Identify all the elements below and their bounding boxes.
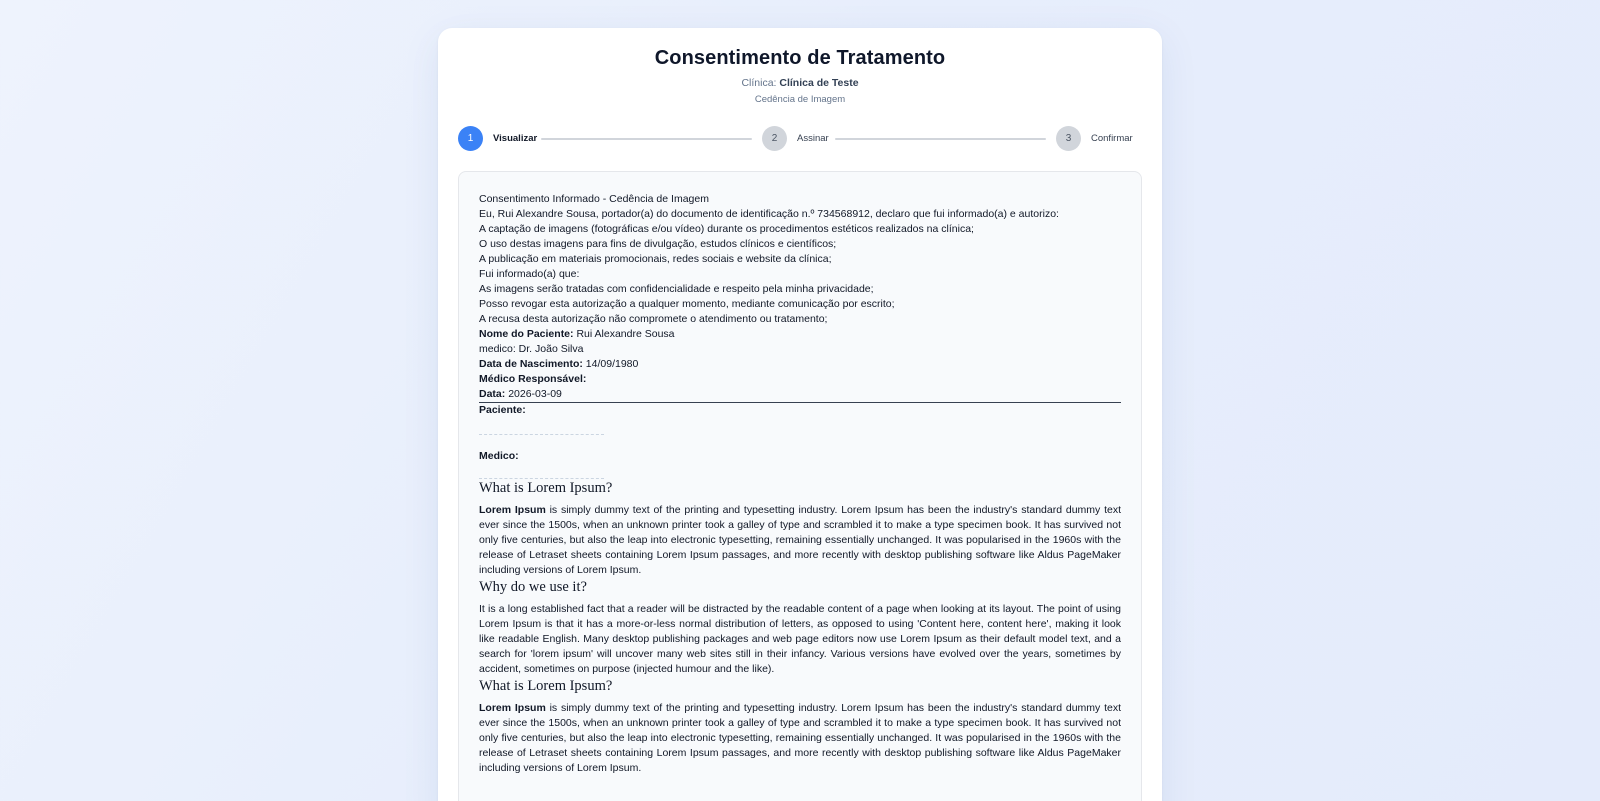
date-row bbox=[479, 387, 1121, 403]
section-bold-lead: Lorem Ipsum bbox=[479, 702, 546, 714]
section-paragraph bbox=[479, 701, 1121, 776]
patient-name-label: Nome do Paciente: bbox=[479, 328, 574, 340]
doc-line: Posso revogar esta autorização a qualquer momento, mediante comunicação por escrito; bbox=[479, 298, 895, 310]
step-1-indicator: 1 bbox=[458, 126, 483, 151]
step-1-label: Visualizar bbox=[493, 133, 538, 144]
clinic-name: Clínica de Teste bbox=[779, 77, 859, 89]
section-text: is simply dummy text of the printing and typesetting industry. Lorem Ipsum has been the industry's standard dummy text ever since the 1500s, when an unknown printer took a galley of type and scrambled it to make a type specimen book. It has survived not only five centuries, but also the leap into electronic typesetting, remaining essentially unchanged. It was popularised in the 1960s with the release of Letraset sheets containing Lorem Ipsum passages, and more recently with desktop publishing software like Aldus PageMaker including versions of Lorem Ipsum. bbox=[479, 702, 1121, 774]
consent-document-panel[interactable] bbox=[458, 171, 1142, 801]
patient-signature-line bbox=[479, 434, 604, 435]
clinic-label: Clínica: bbox=[741, 77, 777, 89]
birth-date-label: Data de Nascimento: bbox=[479, 358, 583, 370]
responsible-doctor-row bbox=[479, 372, 1121, 387]
date-value: 2026-03-09 bbox=[508, 388, 562, 400]
page-title: Consentimento de Tratamento bbox=[654, 47, 946, 69]
step-2-label: Assinar bbox=[797, 133, 829, 144]
step-connector-1 bbox=[541, 138, 752, 140]
doc-line: A publicação em materiais promocionais, redes sociais e website da clínica; bbox=[479, 253, 832, 265]
date-label: Data: bbox=[479, 388, 506, 400]
doc-line: A captação de imagens (fotográficas e/ou vídeo) durante os procedimentos estéticos realizados na clínica; bbox=[479, 223, 974, 235]
section-text: It is a long established fact that a reader will be distracted by the readable content of a page when looking at its layout. The point of using Lorem Ipsum is that it has a more-or-less normal distribution of letters, as opposed to using 'Content here, content here', making it look like readable English. Many desktop publishing packages and web page editors now use Lorem Ipsum as their default model text, and a search for 'lorem ipsum' will uncover many web sites still in their infancy. Various versions have evolved over the years, sometimes by accident, sometimes on purpose (injected humour and the like). bbox=[479, 603, 1121, 675]
doc-line: A recusa desta autorização não compromete o atendimento ou tratamento; bbox=[479, 313, 828, 325]
doc-line: Consentimento Informado - Cedência de Imagem bbox=[479, 193, 709, 205]
doc-line: Fui informado(a) que: bbox=[479, 268, 580, 280]
section-paragraph bbox=[479, 503, 1121, 578]
section-bold-lead: Lorem Ipsum bbox=[479, 504, 546, 516]
section-heading: What is Lorem Ipsum? bbox=[479, 480, 613, 496]
consent-document-body bbox=[479, 192, 1121, 776]
step-3-indicator: 3 bbox=[1056, 126, 1081, 151]
section-paragraph bbox=[479, 602, 1121, 677]
doc-line: O uso destas imagens para fins de divulgação, estudos clínicos e científicos; bbox=[479, 238, 837, 250]
birth-date-value: 14/09/1980 bbox=[585, 358, 639, 370]
medico-signature-label: Medico: bbox=[479, 450, 519, 462]
medico-signature-line bbox=[479, 478, 604, 479]
consent-type-subtitle: Cedência de Imagem bbox=[754, 94, 846, 105]
birth-date-row bbox=[479, 357, 1121, 372]
patient-signature-label: Paciente: bbox=[479, 404, 526, 416]
patient-name-row bbox=[479, 327, 1121, 342]
clinic-line bbox=[438, 77, 1162, 89]
patient-signature-block bbox=[479, 403, 1121, 449]
consent-card bbox=[438, 28, 1162, 801]
doc-line: As imagens serão tratadas com confidencialidade e respeito pela minha privacidade; bbox=[479, 283, 874, 295]
medico-row: medico: Dr. João Silva bbox=[479, 343, 584, 355]
step-2-indicator: 2 bbox=[762, 126, 787, 151]
step-connector-2 bbox=[835, 138, 1046, 140]
doc-line: Eu, Rui Alexandre Sousa, portador(a) do documento de identificação n.º 734568912, declaro que fui informado(a) e autorizo: bbox=[479, 208, 1059, 220]
medico-signature-block bbox=[479, 449, 1121, 479]
patient-name-value: Rui Alexandre Sousa bbox=[576, 328, 675, 340]
section-heading: What is Lorem Ipsum? bbox=[479, 678, 613, 694]
section-text: is simply dummy text of the printing and typesetting industry. Lorem Ipsum has been the industry's standard dummy text ever since the 1500s, when an unknown printer took a galley of type and scrambled it to make a type specimen book. It has survived not only five centuries, but also the leap into electronic typesetting, remaining essentially unchanged. It was popularised in the 1960s with the release of Letraset sheets containing Lorem Ipsum passages, and more recently with desktop publishing software like Aldus PageMaker including versions of Lorem Ipsum. bbox=[479, 504, 1121, 576]
responsible-doctor-label: Médico Responsável: bbox=[479, 373, 587, 385]
stepper bbox=[458, 126, 1142, 152]
section-heading: Why do we use it? bbox=[479, 579, 587, 595]
step-3-label: Confirmar bbox=[1091, 133, 1133, 144]
